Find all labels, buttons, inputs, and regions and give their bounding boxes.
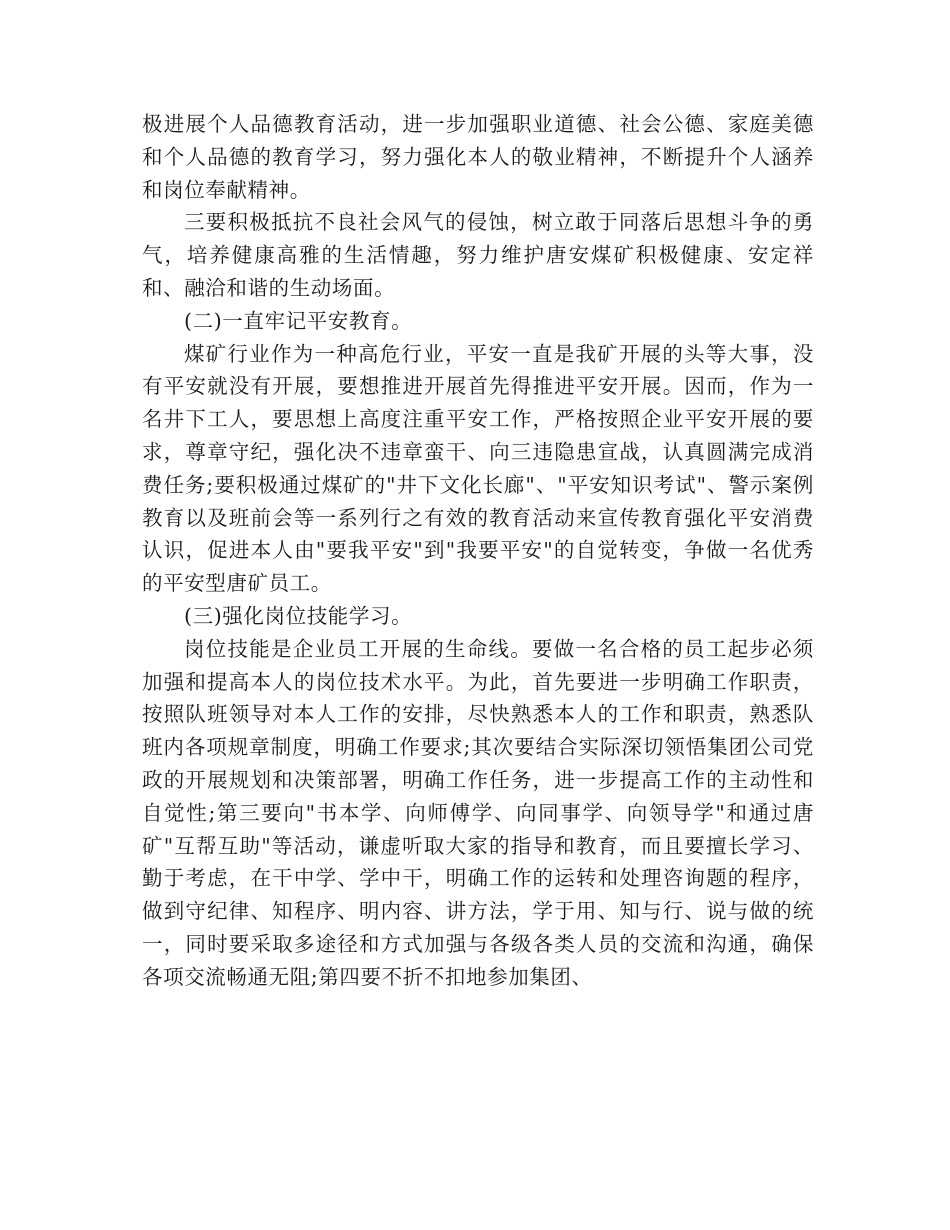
paragraph-2: 三要积极抵抗不良社会风气的侵蚀，树立敢于同落后思想斗争的勇气，培养健康高雅的生活情趣，努力维护唐安煤矿积极健康、安定祥和、融洽和谐的生动场面。	[142, 210, 814, 300]
section-heading-2: (二)一直牢记平安教育。	[184, 308, 413, 333]
document-page	[142, 108, 814, 994]
paragraph-3: 煤矿行业作为一种高危行业，平安一直是我矿开展的头等大事，没有平安就没有开展，要想推进开展首先得推进平安开展。因而，作为一名井下工人，要思想上高度注重平安工作，严格按照企业平安开展的要求，尊章守纪，强化决不违章蛮干、向三违隐患宣战，认真圆满完成消费任务;要积极通过煤矿的"井下文化长廊"、"平安知识考试"、警示案例教育以及班前会等一系列行之有效的教育活动来宣传教育强化平安消费认识，促进本人由"要我平安"到"我要平安"的自觉转变，争做一名优秀的平安型唐矿员工。	[142, 341, 814, 596]
paragraph-1: 极进展个人品德教育活动，进一步加强职业道德、社会公德、家庭美德和个人品德的教育学习，努力强化本人的敬业精神，不断提升个人涵养和岗位奉献精神。	[142, 112, 814, 202]
paragraph-4: 岗位技能是企业员工开展的生命线。要做一名合格的员工起步必须加强和提高本人的岗位技术水平。为此，首先要进一步明确工作职责，按照队班领导对本人工作的安排，尽快熟悉本人的工作和职责，熟悉队班内各项规章制度，明确工作要求;其次要结合实际深切领悟集团公司党政的开展规划和决策部署，明确工作任务，进一步提高工作的主动性和自觉性;第三要向"书本学、向师傅学、向同事学、向领导学"和通过唐矿"互帮互助"等活动，谦虚听取大家的指导和教育，而且要擅长学习、勤于考虑，在干中学、学中干，明确工作的运转和处理咨询题的程序，做到守纪律、知程序、明内容、讲方法，学于用、知与行、说与做的统一，同时要采取多途径和方式加强与各级各类人员的交流和沟通，确保各项交流畅通无阻;第四要不折不扣地参加集团、	[142, 636, 814, 989]
section-heading-3: (三)强化岗位技能学习。	[184, 603, 413, 628]
